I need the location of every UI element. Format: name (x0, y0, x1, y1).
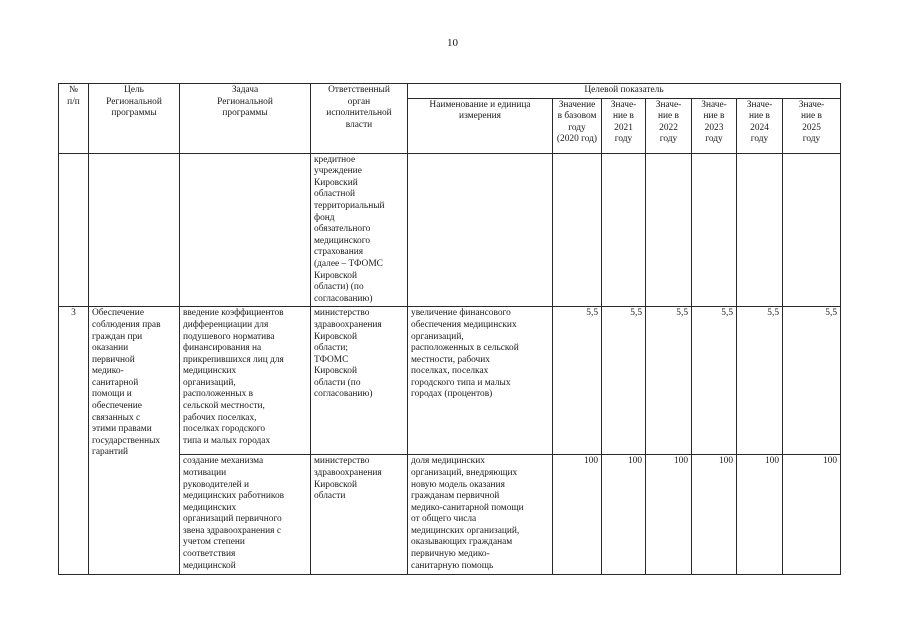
cell-value-2022 (646, 153, 692, 307)
header-target-indicator: Целевой показатель (408, 84, 841, 99)
cell-value-base: 100 (553, 455, 602, 575)
header-indicator-name: Наименование и единица измерения (408, 98, 553, 153)
cell-number (59, 153, 89, 307)
cell-value-2024: 5,5 (737, 307, 783, 455)
cell-task (180, 153, 311, 307)
cell-value-2021: 100 (602, 455, 646, 575)
cell-task: создание механизма мотивации руководителей и медицинских работников медицинских организаций первичного звена здравоохранения с учетом степени соответствия медицинской (180, 455, 311, 575)
cell-value-2023 (692, 153, 737, 307)
cell-value-2025: 100 (783, 455, 841, 575)
cell-goal (89, 153, 180, 307)
header-2021: Значе- ние в 2021 году (602, 98, 646, 153)
table-row (59, 307, 841, 455)
cell-responsible: министерство здравоохранения Кировской области (311, 455, 408, 575)
header-goal: Цель Региональной программы (89, 84, 180, 154)
header-base-year: Значение в базовом году (2020 год) (553, 98, 602, 153)
cell-responsible: кредитное учреждение Кировский областной территориальный фонд обязательного медицинского страхования (далее – ТФОМС Кировской области) (по согласованию) (311, 153, 408, 307)
cell-value-2023: 5,5 (692, 307, 737, 455)
cell-value-base (553, 153, 602, 307)
page-number: 10 (447, 37, 458, 49)
cell-number: 3 (59, 307, 89, 575)
cell-responsible: министерство здравоохранения Кировской области; ТФОМС Кировской области (по согласованию) (311, 307, 408, 455)
header-2024: Значе- ние в 2024 году (737, 98, 783, 153)
header-number: № п/п (59, 84, 89, 154)
cell-value-2021: 5,5 (602, 307, 646, 455)
header-task: Задача Региональной программы (180, 84, 311, 154)
header-responsible: Ответственный орган исполнительной власти (311, 84, 408, 154)
cell-value-2022: 100 (646, 455, 692, 575)
cell-value-2024 (737, 153, 783, 307)
cell-value-2025: 5,5 (783, 307, 841, 455)
cell-value-2023: 100 (692, 455, 737, 575)
header-2025: Значе- ние в 2025 году (783, 98, 841, 153)
program-table (58, 83, 841, 575)
cell-value-base: 5,5 (553, 307, 602, 455)
cell-value-2021 (602, 153, 646, 307)
header-2023: Значе- ние в 2023 году (692, 98, 737, 153)
cell-value-2025 (783, 153, 841, 307)
table-row (59, 153, 841, 307)
cell-indicator (408, 153, 553, 307)
cell-value-2024: 100 (737, 455, 783, 575)
cell-indicator: увеличение финансового обеспечения медицинских организаций, расположенных в сельской местности, рабочих поселках, поселках городского типа и малых городах (процентов) (408, 307, 553, 455)
cell-task: введение коэффициентов дифференциации для подушевого норматива финансирования на прикрепившихся лиц для медицинских организаций, расположенных в сельской местности, рабочих поселках, поселках городского типа и малых городах (180, 307, 311, 455)
cell-value-2022: 5,5 (646, 307, 692, 455)
cell-goal: Обеспечение соблюдения прав граждан при оказании первичной медико- санитарной помощи и обеспечение связанных с этими правами государственных гарантий (89, 307, 180, 575)
header-2022: Значе- ние в 2022 году (646, 98, 692, 153)
cell-indicator: доля медицинских организаций, внедряющих новую модель оказания гражданам первичной медико-санитарной помощи от общего числа медицинских организаций, оказывающих гражданам первичную медико- санитарную помощь (408, 455, 553, 575)
